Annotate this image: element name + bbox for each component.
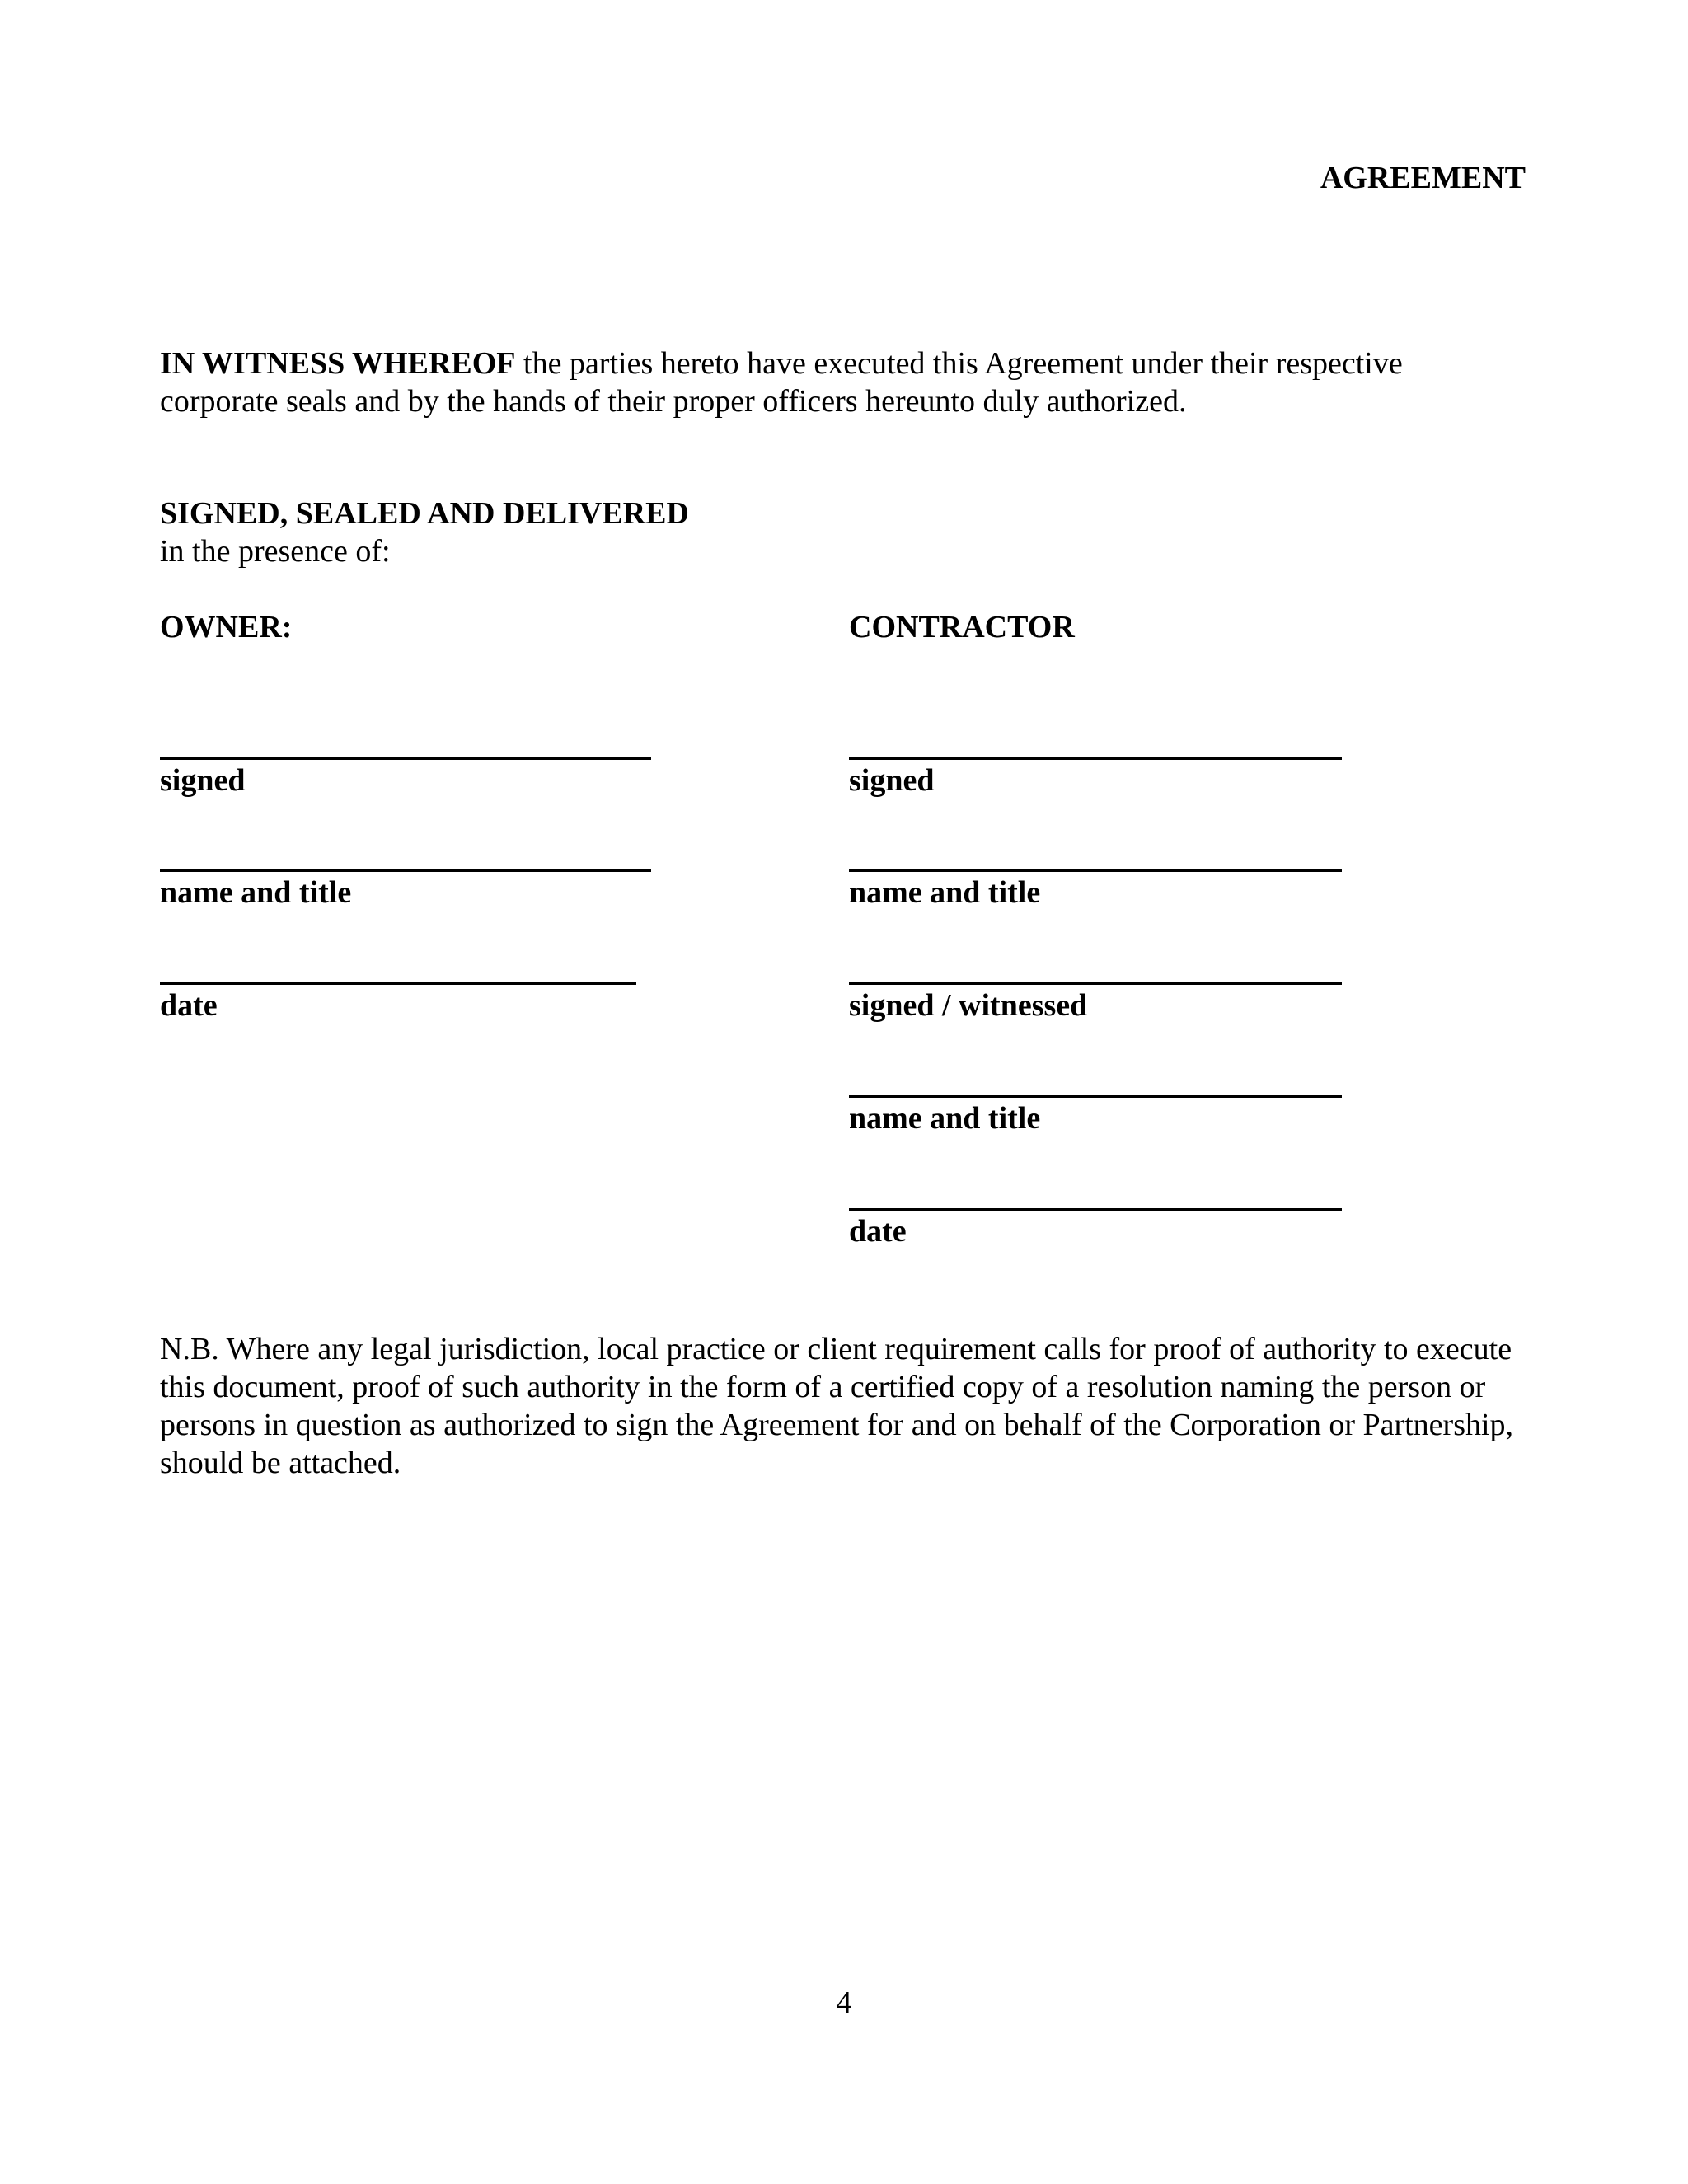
contractor-heading: CONTRACTOR — [849, 610, 1075, 644]
contractor-date-line[interactable] — [849, 1208, 1342, 1211]
contractor-name-title-line[interactable] — [849, 869, 1342, 872]
owner-signed-label: signed — [160, 763, 246, 798]
owner-name-title-label: name and title — [160, 875, 352, 910]
owner-date-line[interactable] — [160, 982, 636, 985]
execution-heading: SIGNED, SEALED AND DELIVERED — [160, 496, 689, 531]
witness-clause — [160, 344, 1528, 420]
contractor-witnessed-label: signed / witnessed — [849, 988, 1088, 1023]
witness-clause-lead: IN WITNESS WHEREOF — [160, 346, 516, 381]
page-number: 4 — [836, 1985, 852, 2020]
owner-signature-line[interactable] — [160, 757, 651, 760]
owner-date-label: date — [160, 988, 218, 1023]
contractor-signature-line[interactable] — [849, 757, 1342, 760]
contractor-witness-line[interactable] — [849, 982, 1342, 985]
owner-heading: OWNER: — [160, 610, 293, 644]
contractor-date-label: date — [849, 1214, 907, 1249]
contractor-signed-label: signed — [849, 763, 935, 798]
witness-clause-text: the parties hereto have executed this Agreement under their respective corporate seals and by the hands of their proper officers hereunto duly authorized. — [160, 346, 1403, 419]
document-header-title: AGREEMENT — [1320, 161, 1526, 195]
contractor-witness-name-title-label: name and title — [849, 1101, 1041, 1136]
authority-note: N.B. Where any legal jurisdiction, local practice or client requirement calls for proof of authority to execute this document, proof of such authority in the form of a certified copy of a resolution naming the person or persons in question as authorized to sign the Agreement for and on behalf of the Corporation or Partnership, should be attached. — [160, 1332, 1514, 1480]
contractor-witness-name-title-line[interactable] — [849, 1095, 1342, 1098]
execution-subheading: in the presence of: — [160, 534, 391, 569]
contractor-name-title-label: name and title — [849, 875, 1041, 910]
owner-name-title-line[interactable] — [160, 869, 651, 872]
execution-block — [160, 494, 689, 570]
